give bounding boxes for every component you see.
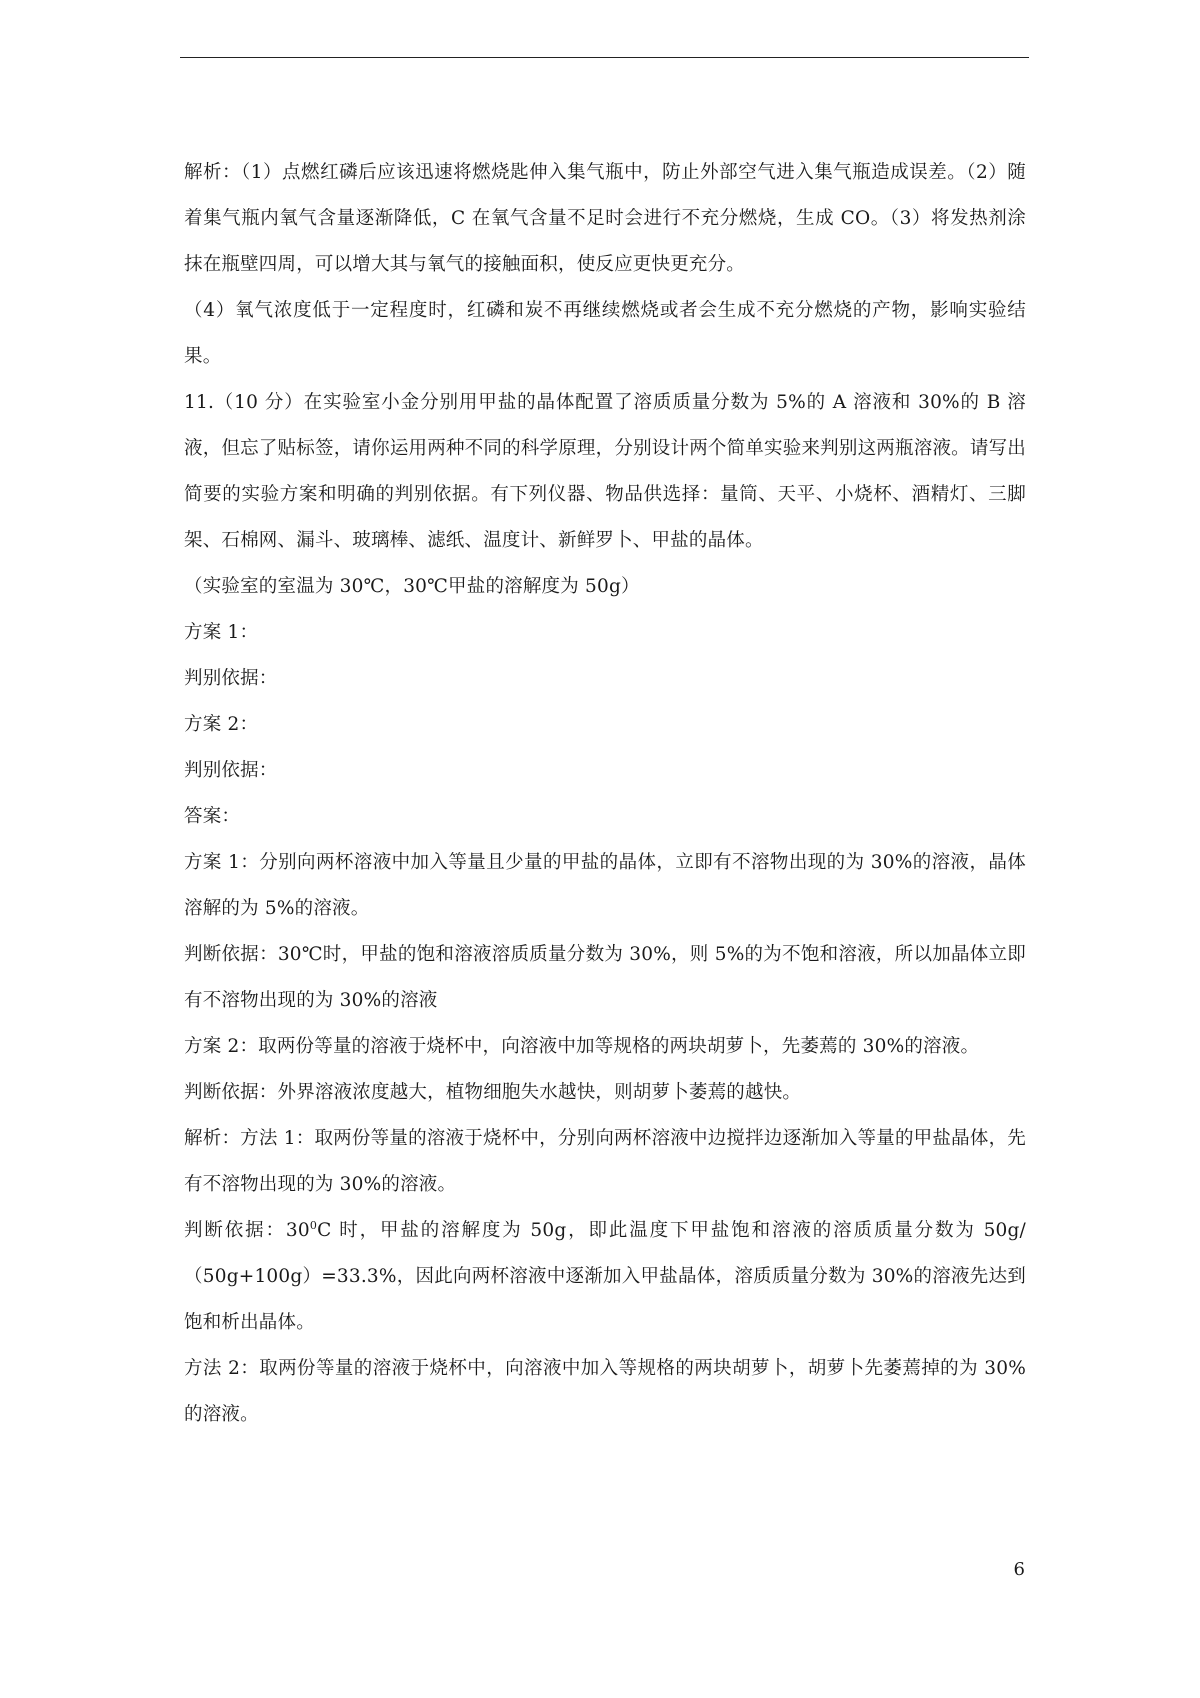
- header-rule: [180, 57, 1029, 58]
- question-11: 11.（10 分）在实验室小金分别用甲盐的晶体配置了溶质质量分数为 5%的 A 溶液和 30%的 B 溶液，但忘了贴标签，请你运用两种不同的科学原理，分别设计两个简单实验来判别这两瓶溶液。请写出简要的实验方案和明确的判别依据。有下列仪器、物品供选择：量筒、天平、小烧杯、酒精灯、三脚架、石棉网、漏斗、玻璃棒、滤纸、温度计、新鲜罗卜、甲盐的晶体。: [184, 392, 1026, 551]
- paragraph: 方法 2：取两份等量的溶液于烧杯中，向溶液中加入等规格的两块胡萝卜，胡萝卜先萎蔫掉的为 30%的溶液。: [184, 1358, 1026, 1425]
- answer-prompt: 判别依据：: [184, 668, 278, 689]
- paragraph: 方案 2：取两份等量的溶液于烧杯中，向溶液中加等规格的两块胡萝卜，先萎蔫的 30%的溶液。: [184, 1036, 980, 1057]
- paragraph: 判断依据：30℃时，甲盐的饱和溶液溶质质量分数为 30%，则 5%的为不饱和溶液，所以加晶体立即有不溶物出现的为 30%的溶液: [184, 944, 1026, 1011]
- document-body: [184, 150, 1026, 1438]
- paragraph: 判断依据：外界溶液浓度越大，植物细胞失水越快，则胡萝卜萎蔫的越快。: [184, 1082, 802, 1103]
- answer-prompt: 方案 1：: [184, 622, 259, 643]
- page-number: 6: [1013, 1559, 1025, 1580]
- text-segment: C 时，甲盐的溶解度为 50g，即此温度下甲盐饱和溶液的溶质质量分数为 50g/（50g+100g）=33.3%，因此向两杯溶液中逐渐加入甲盐晶体，溶质质量分数为 30%的溶液先达到饱和析出晶体。: [184, 1220, 1026, 1333]
- paragraph: [184, 1208, 1026, 1346]
- paragraph: 解析：（1）点燃红磷后应该迅速将燃烧匙伸入集气瓶中，防止外部空气进入集气瓶造成误差。（2）随着集气瓶内氧气含量逐渐降低，C 在氧气含量不足时会进行不充分燃烧，生成 CO。（3）将发热剂涂抹在瓶壁四周，可以增大其与氧气的接触面积，使反应更快更充分。: [184, 162, 1026, 275]
- answer-prompt: 判别依据：: [184, 760, 278, 781]
- answer-heading: 答案：: [184, 806, 241, 827]
- paragraph: 解析：方法 1：取两份等量的溶液于烧杯中，分别向两杯溶液中边搅拌边逐渐加入等量的甲盐晶体，先有不溶物出现的为 30%的溶液。: [184, 1128, 1026, 1195]
- paragraph: （4）氧气浓度低于一定程度时，红磷和炭不再继续燃烧或者会生成不充分燃烧的产物，影响实验结果。: [184, 300, 1026, 367]
- text-segment: 判断依据：30: [184, 1220, 310, 1241]
- paragraph: 方案 1：分别向两杯溶液中加入等量且少量的甲盐的晶体，立即有不溶物出现的为 30%的溶液，晶体溶解的为 5%的溶液。: [184, 852, 1026, 919]
- superscript: 0: [309, 1219, 318, 1232]
- answer-prompt: 方案 2：: [184, 714, 259, 735]
- paragraph: （实验室的室温为 30℃，30℃甲盐的溶解度为 50g）: [184, 576, 640, 597]
